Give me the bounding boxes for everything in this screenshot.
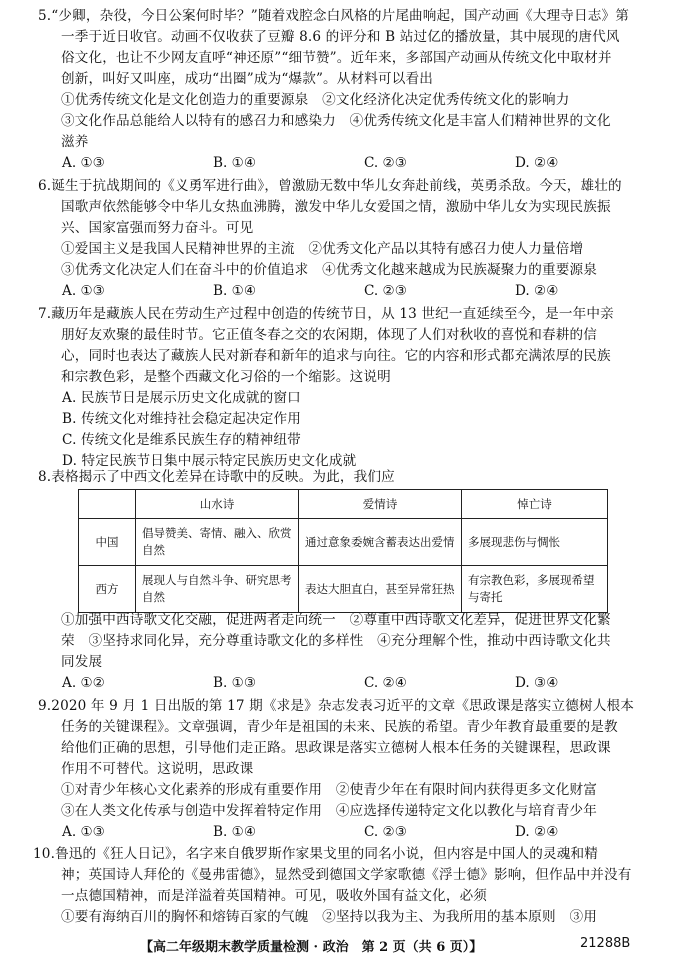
q7-line: 和宗教色彩，是整个西藏文化习俗的一个缩影。这说明 xyxy=(61,369,391,385)
q9-line: 给他们正确的思想，引导他们走正路。思政课是落实立德树人根本任务的关键课程，思政课 xyxy=(61,740,611,756)
table-cell: 表达大胆直白，甚至异常狂热 xyxy=(299,566,462,613)
q8-line: 同发展 xyxy=(61,654,103,670)
q6-line: 兴、国家富强而努力奋斗。可见 xyxy=(61,220,254,236)
option-a: A. ①③ xyxy=(62,824,105,840)
q9-line: 作用不可替代。这说明，思政课 xyxy=(61,761,254,777)
table-cell: 通过意象委婉含蓄表达出爱情 xyxy=(299,519,462,566)
exam-code: 21288B xyxy=(580,936,631,951)
option-c: C. ②③ xyxy=(364,824,407,840)
q5-line: 俗文化，也让不少网友直呼“神还原”“细节赞”。近年来，多部国产动画从传统文化中取材并 xyxy=(61,50,612,66)
q5-line: ③文化作品总能给人以特有的感召力和感染力 ④优秀传统文化是丰富人们精神世界的文化 xyxy=(61,113,611,129)
table-header-cell: 悼亡诗 xyxy=(462,490,608,519)
table-row xyxy=(79,519,608,566)
option-c: C. ②③ xyxy=(364,283,407,299)
q5-line: 创新，叫好又叫座，成功“出圈”成为“爆款”。从材料可以看出 xyxy=(61,71,433,87)
poetry-comparison-table xyxy=(78,489,608,613)
option-a: A. ①③ xyxy=(62,155,105,171)
q10-line: ①要有海纳百川的胸怀和熔铸百家的气魄 ②坚持以我为主、为我所用的基本原则 ③用 xyxy=(61,909,598,925)
q7-line: 朋好友欢聚的最佳时节。它正值冬春之交的农闲期，体现了人们对秋收的喜悦和春耕的信 xyxy=(61,327,598,343)
q9-line: ①对青少年核心文化素养的形成有重要作用 ②使青少年在有限时间内获得更多文化财富 xyxy=(61,782,598,798)
q7-option-c: C. 传统文化是维系民族生存的精神纽带 xyxy=(62,432,301,448)
table-cell: 展现人与自然斗争、研究思考自然 xyxy=(136,566,299,613)
q7-option-a: A. 民族节日是展示历史文化成就的窗口 xyxy=(62,390,301,406)
option-a: A. ①③ xyxy=(62,283,105,299)
option-b: B. ①④ xyxy=(213,824,257,840)
q5-line: ①优秀传统文化是文化创造力的重要源泉 ②文化经济化决定优秀传统文化的影响力 xyxy=(61,92,570,108)
table-header-cell: 山水诗 xyxy=(136,490,299,519)
option-b: B. ①④ xyxy=(213,155,257,171)
option-b: B. ①④ xyxy=(213,283,257,299)
option-d: D. ②④ xyxy=(515,283,559,299)
q10-line: 10.鲁迅的《狂人日记》，名字来自俄罗斯作家果戈里的同名小说，但内容是中国人的灵魂和精 xyxy=(33,846,599,862)
q10-line: 神；英国诗人拜伦的《曼弗雷德》，显然受到德国文学家歌德《浮士德》影响，但作品中并没有 xyxy=(61,867,632,883)
q7-option-d: D. 特定民族节日集中展示特定民族历史文化成就 xyxy=(62,453,357,469)
q5-line: 5.“少卿，杂役，今日公案何时毕？”随着戏腔念白风格的片尾曲响起，国产动画《大理寺日志》第 xyxy=(38,8,629,24)
q7-line: 心，同时也表达了藏族人民对新春和新年的追求与向往。它的内容和形式都充满浓厚的民族 xyxy=(61,348,611,364)
table-row-header: 西方 xyxy=(79,566,136,613)
q6-line: 6.诞生于抗战期间的《义勇军进行曲》，曾激励无数中华儿女奔赴前线，英勇杀敌。今天，雄壮的 xyxy=(38,178,622,194)
table-corner-cell xyxy=(79,490,136,519)
q8-line: 荣 ③坚持求同化异，充分尊重诗歌文化的多样性 ④充分理解个性，推动中西诗歌文化共 xyxy=(61,633,611,649)
q9-line: ③在人类文化传承与创造中发挥着特定作用 ④应选择传递特定文化以教化与培育青少年 xyxy=(61,803,598,819)
table-header-row xyxy=(79,490,608,519)
q6-line: ①爱国主义是我国人民精神世界的主流 ②优秀文化产品以其特有感召力使人力量倍增 xyxy=(61,241,584,257)
option-a: A. ①② xyxy=(62,675,105,691)
option-d: D. ③④ xyxy=(515,675,559,691)
q9-line: 9.2020 年 9 月 1 日出版的第 17 期《求是》杂志发表习近平的文章《思政课是落实立德树人根本 xyxy=(38,698,634,714)
q8-stem: 8.表格揭示了中西文化差异在诗歌中的反映。为此，我们应 xyxy=(38,469,395,485)
table-cell: 倡导赞美、寄情、融入、欣赏自然 xyxy=(136,519,299,566)
q5-line: 滋养 xyxy=(61,134,89,150)
q10-line: 一点德国精神，而是洋溢着英国精神。可见，吸收外国有益文化，必须 xyxy=(61,888,488,904)
option-d: D. ②④ xyxy=(515,824,559,840)
q9-line: 任务的关键课程》。文章强调，青少年是祖国的未来、民族的希望。青少年教育最重要的是教 xyxy=(61,719,618,735)
q8-line: ①加强中西诗歌文化交融，促进两者走向统一 ②尊重中西诗歌文化差异，促进世界文化繁 xyxy=(61,612,611,628)
q6-line: ③优秀文化决定人们在奋斗中的价值追求 ④优秀文化越来越成为民族凝聚力的重要源泉 xyxy=(61,262,598,278)
option-c: C. ②④ xyxy=(364,675,407,691)
option-b: B. ①③ xyxy=(213,675,257,691)
table-cell: 有宗教色彩，多展现希望与寄托 xyxy=(462,566,608,613)
option-c: C. ②③ xyxy=(364,155,407,171)
table-row xyxy=(79,566,608,613)
option-d: D. ②④ xyxy=(515,155,559,171)
q7-line: 7.藏历年是藏族人民在劳动生产过程中创造的传统节日，从 13 世纪一直延续至今，是一年中亲 xyxy=(38,306,614,322)
q7-option-b: B. 传统文化对维持社会稳定起决定作用 xyxy=(62,411,301,427)
q6-line: 国歌声依然能够令中华儿女热血沸腾，激发中华儿女爱国之情，激励中华儿女为实现民族振 xyxy=(61,199,611,215)
page-footer: 【高二年级期末教学质量检测 · 政治 第 2 页（共 6 页）】 xyxy=(140,940,483,955)
q5-line: 一季于近日收官。动画不仅收获了豆瓣 8.6 的评分和 B 站过亿的播放量，其中展现的唐代风 xyxy=(61,29,620,45)
table-row-header: 中国 xyxy=(79,519,136,566)
table-cell: 多展现悲伤与惆怅 xyxy=(462,519,608,566)
table-header-cell: 爱情诗 xyxy=(299,490,462,519)
